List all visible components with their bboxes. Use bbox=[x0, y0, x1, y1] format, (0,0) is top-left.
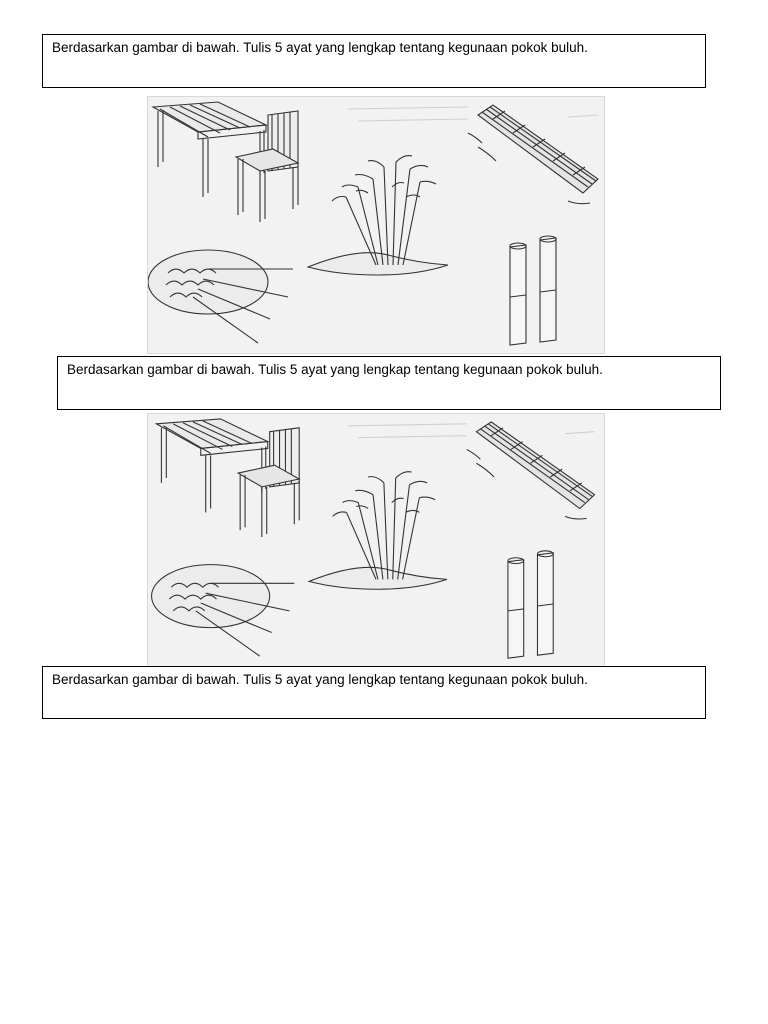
bamboo-uses-scene bbox=[148, 102, 598, 345]
instruction-box-3 bbox=[42, 666, 706, 719]
bamboo-plant-icon bbox=[308, 156, 448, 275]
bamboo-table-icon bbox=[156, 419, 267, 513]
bamboo-raft-icon bbox=[467, 422, 595, 519]
instruction-text-1: Berdasarkan gambar di bawah. Tulis 5 ayat yang lengkap tentang kegunaan pokok buluh. bbox=[52, 40, 588, 55]
instruction-text-2: Berdasarkan gambar di bawah. Tulis 5 ayat yang lengkap tentang kegunaan pokok buluh. bbox=[67, 362, 603, 377]
bamboo-tubes-icon bbox=[510, 236, 556, 345]
bamboo-uses-illustration-1 bbox=[147, 96, 605, 354]
bamboo-table-icon bbox=[153, 102, 266, 197]
satay-plate-icon bbox=[148, 250, 293, 343]
bamboo-raft-icon bbox=[468, 105, 598, 204]
satay-plate-icon bbox=[152, 565, 295, 657]
bamboo-plant-icon bbox=[309, 472, 447, 590]
instruction-box-2 bbox=[57, 356, 721, 410]
faded-background-lines bbox=[348, 107, 598, 121]
bamboo-tubes-icon bbox=[508, 551, 553, 658]
bamboo-uses-scene bbox=[152, 419, 595, 658]
instruction-text-3: Berdasarkan gambar di bawah. Tulis 5 ayat yang lengkap tentang kegunaan pokok buluh. bbox=[52, 672, 588, 687]
faded-background-lines bbox=[348, 424, 594, 438]
bamboo-uses-illustration-2 bbox=[147, 413, 605, 667]
instruction-box-1 bbox=[42, 34, 706, 88]
